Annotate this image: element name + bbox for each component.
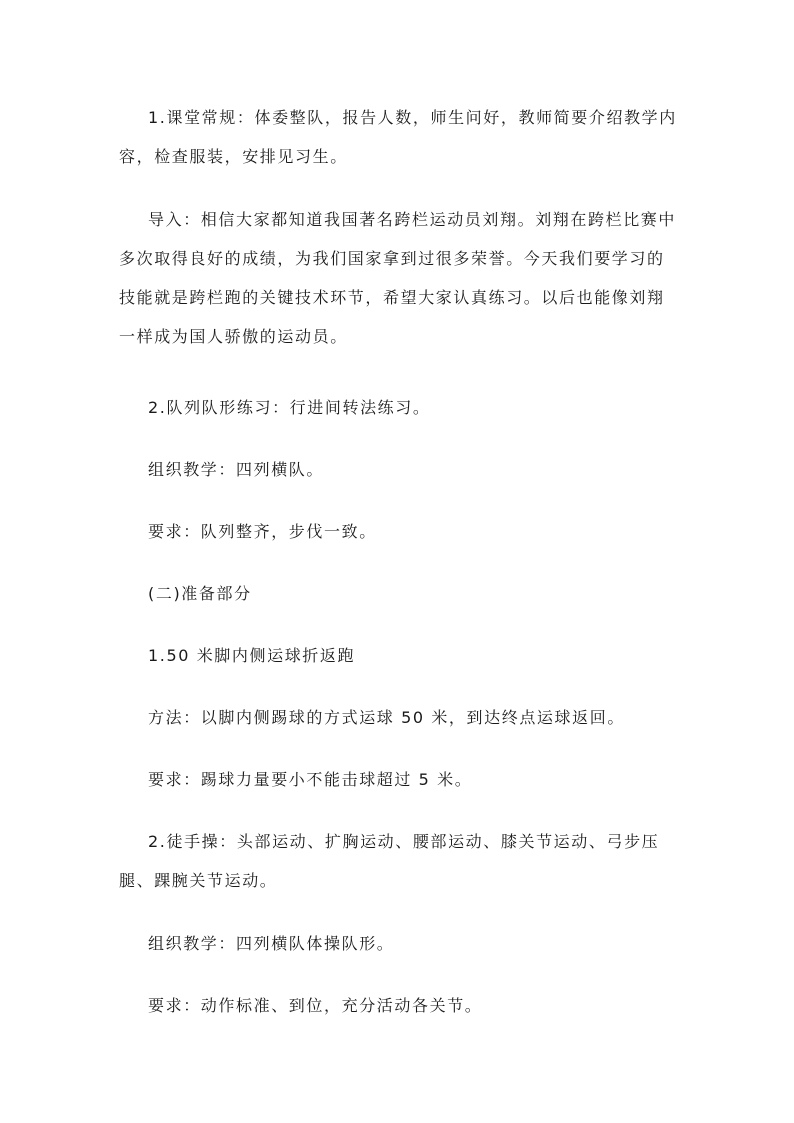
paragraph-organization-2: 组织教学：四列横队体操队形。 bbox=[148, 934, 395, 953]
paragraph-organization-1: 组织教学：四列横队。 bbox=[148, 460, 325, 479]
section-heading-preparation: (二)准备部分 bbox=[148, 584, 252, 603]
paragraph-formation-practice: 2.队列队形练习：行进间转法练习。 bbox=[148, 398, 431, 417]
paragraph-dribble-shuttle-run: 1.50 米脚内侧运球折返跑 bbox=[148, 646, 356, 665]
paragraph-requirement-2: 要求：踢球力量要小不能击球超过 5 米。 bbox=[148, 770, 473, 789]
paragraph-class-routine: 1.课堂常规：体委整队，报告人数，师生问好，教师简要介绍教学内容，检查服装，安排见习生。 bbox=[119, 108, 677, 166]
paragraph-freehand-exercises: 2.徒手操：头部运动、扩胸运动、腰部运动、膝关节运动、弓步压腿、踝腕关节运动。 bbox=[119, 832, 660, 890]
paragraph-method: 方法：以脚内侧踢球的方式运球 50 米，到达终点运球返回。 bbox=[148, 708, 625, 727]
paragraph-requirement-1: 要求：队列整齐，步伐一致。 bbox=[148, 522, 377, 541]
paragraph-requirement-3: 要求：动作标准、到位，充分活动各关节。 bbox=[148, 996, 483, 1015]
paragraph-introduction: 导入：相信大家都知道我国著名跨栏运动员刘翔。刘翔在跨栏比赛中多次取得良好的成绩，为我们国家拿到过很多荣誉。今天我们要学习的技能就是跨栏跑的关键技术环节，希望大家认真练习。以后也能像刘翔一样成为国人骄傲的运动员。 bbox=[119, 210, 677, 346]
